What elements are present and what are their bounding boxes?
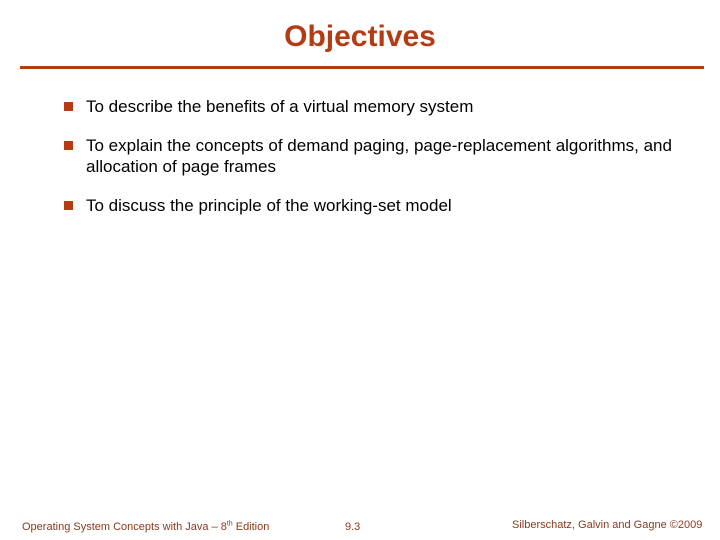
square-bullet-icon bbox=[64, 141, 73, 150]
title-divider bbox=[20, 66, 704, 69]
square-bullet-icon bbox=[64, 102, 73, 111]
slide-title: Objectives bbox=[284, 20, 436, 53]
footer-copyright: Silberschatz, Galvin and Gagne ©2009 bbox=[512, 519, 703, 531]
bullet-text: To explain the concepts of demand paging, page-replacement algorithms, and allocation of page frames bbox=[86, 136, 672, 176]
footer-book-title-prefix: Operating System Concepts with Java – 8 bbox=[22, 521, 227, 533]
bullet-text: To describe the benefits of a virtual memory system bbox=[86, 97, 474, 116]
footer-book-title bbox=[22, 521, 269, 533]
bullet-item bbox=[64, 96, 684, 117]
bullet-text: To discuss the principle of the working-set model bbox=[86, 196, 452, 215]
square-bullet-icon bbox=[64, 201, 73, 210]
bullet-item bbox=[64, 195, 684, 216]
footer-edition-superscript: th bbox=[226, 520, 233, 528]
bullet-item bbox=[64, 135, 684, 177]
objectives-list bbox=[64, 96, 684, 234]
footer-book-title-suffix: Edition bbox=[232, 521, 270, 533]
footer-page-number: 9.3 bbox=[345, 521, 361, 533]
